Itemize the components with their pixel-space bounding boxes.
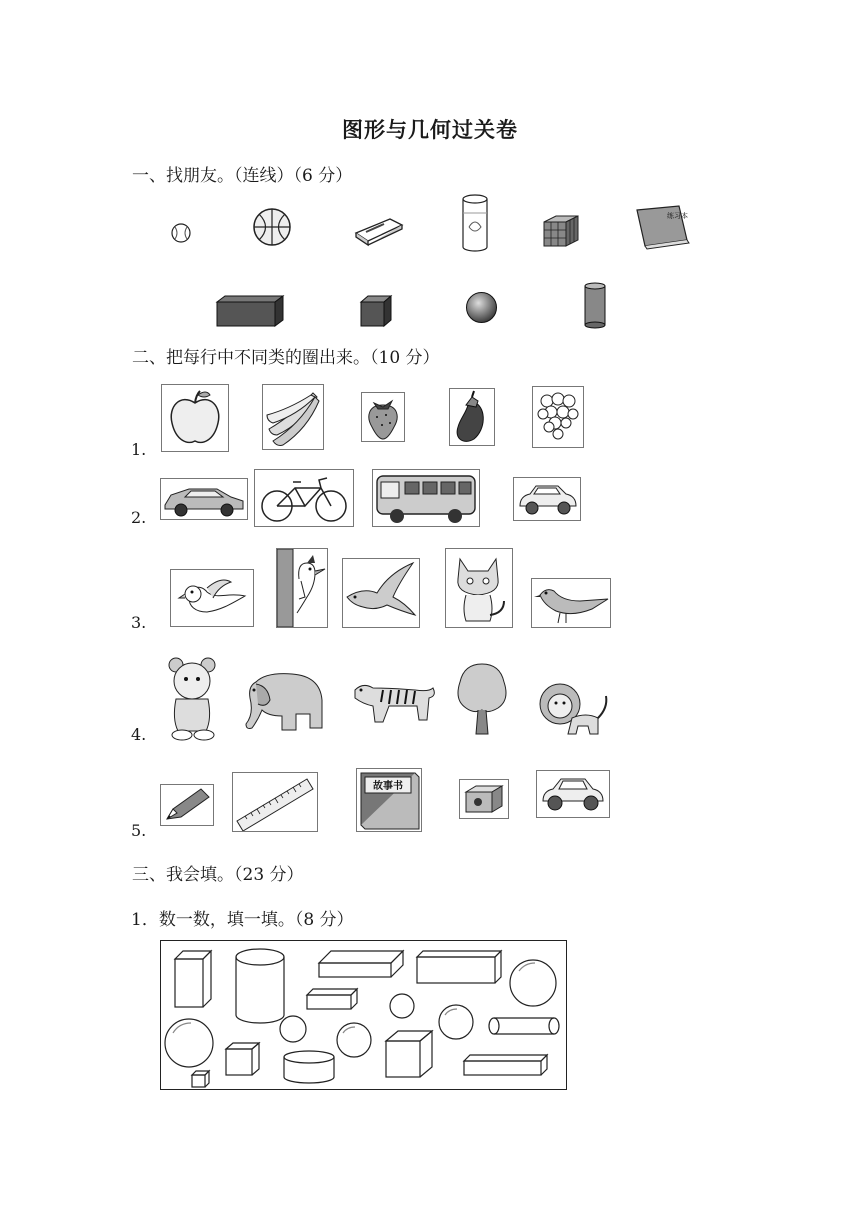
pigeon-icon[interactable]: [531, 578, 611, 628]
cuboid-icon: [417, 951, 501, 983]
tree-icon[interactable]: [454, 660, 510, 738]
cuboid-icon: [175, 951, 211, 1007]
section-1-heading: 一、找朋友。（连线）（6 分）: [132, 166, 353, 186]
cube-icon: [226, 1043, 259, 1075]
notebook-cover-text: 练习本: [667, 212, 688, 220]
cuboid-icon: [319, 951, 403, 977]
strawberry-icon[interactable]: [361, 392, 405, 442]
sphere-icon: [510, 960, 556, 1006]
car-icon[interactable]: [536, 770, 610, 818]
storybook-icon[interactable]: [356, 768, 422, 832]
cube-icon[interactable]: [359, 294, 393, 328]
basketball-icon[interactable]: [251, 206, 293, 248]
bicycle-icon[interactable]: [254, 469, 354, 527]
row-number-1: 1.: [131, 440, 147, 459]
row-number-2: 2.: [131, 508, 147, 527]
grapes-icon[interactable]: [532, 386, 584, 448]
cube-icon: [192, 1071, 209, 1087]
ruler-icon[interactable]: [232, 772, 318, 832]
cylinder-icon: [284, 1051, 334, 1083]
woodpecker-icon[interactable]: [276, 548, 328, 628]
banana-icon[interactable]: [262, 384, 324, 450]
sphere-icon: [280, 1016, 306, 1042]
sphere-icon: [390, 994, 414, 1018]
pencil-icon[interactable]: [160, 784, 214, 826]
bus-icon[interactable]: [372, 469, 480, 527]
sphere-icon[interactable]: [465, 291, 498, 324]
swallow-icon[interactable]: [342, 558, 420, 628]
toy-car-icon[interactable]: [513, 477, 581, 521]
cylinder-icon[interactable]: [583, 282, 607, 329]
cat-icon[interactable]: [445, 548, 513, 628]
elephant-icon[interactable]: [226, 664, 328, 738]
apple-icon[interactable]: [161, 384, 229, 452]
notebook-icon[interactable]: [631, 204, 691, 250]
baseball-icon[interactable]: [170, 222, 192, 244]
eraser-box-icon[interactable]: [352, 215, 404, 247]
shapes-drawing: [161, 941, 566, 1089]
question-1-label: 1．数一数，填一填。（8 分）: [131, 910, 354, 930]
lion-icon[interactable]: [536, 678, 612, 740]
car-icon[interactable]: [160, 478, 248, 520]
sphere-icon: [337, 1023, 371, 1057]
sharpener-icon[interactable]: [459, 779, 509, 819]
row-number-4: 4.: [131, 725, 147, 744]
bear-icon[interactable]: [162, 655, 224, 741]
cuboid-icon[interactable]: [215, 294, 285, 328]
cuboid-icon: [464, 1055, 547, 1075]
tiger-icon[interactable]: [343, 676, 439, 728]
cube-icon: [386, 1031, 432, 1077]
cuboid-icon: [307, 989, 357, 1009]
bird-icon[interactable]: [170, 569, 254, 627]
can-icon[interactable]: [459, 193, 491, 253]
row-number-5: 5.: [131, 821, 147, 840]
sphere-icon: [439, 1005, 473, 1039]
shapes-panel: [160, 940, 567, 1090]
eggplant-icon[interactable]: [449, 388, 495, 446]
section-3-heading: 三、我会填。（23 分）: [132, 865, 304, 885]
row-number-3: 3.: [131, 613, 147, 632]
cylinder-icon: [489, 1018, 559, 1034]
sphere-icon: [165, 1019, 213, 1067]
cylinder-icon: [236, 949, 284, 1023]
section-2-heading: 二、把每行中不同类的圈出来。（10 分）: [132, 348, 440, 368]
rubiks-cube-icon[interactable]: [540, 212, 582, 250]
page-title: 图形与几何过关卷: [342, 118, 518, 142]
storybook-cover-text: 故事书: [373, 781, 403, 792]
